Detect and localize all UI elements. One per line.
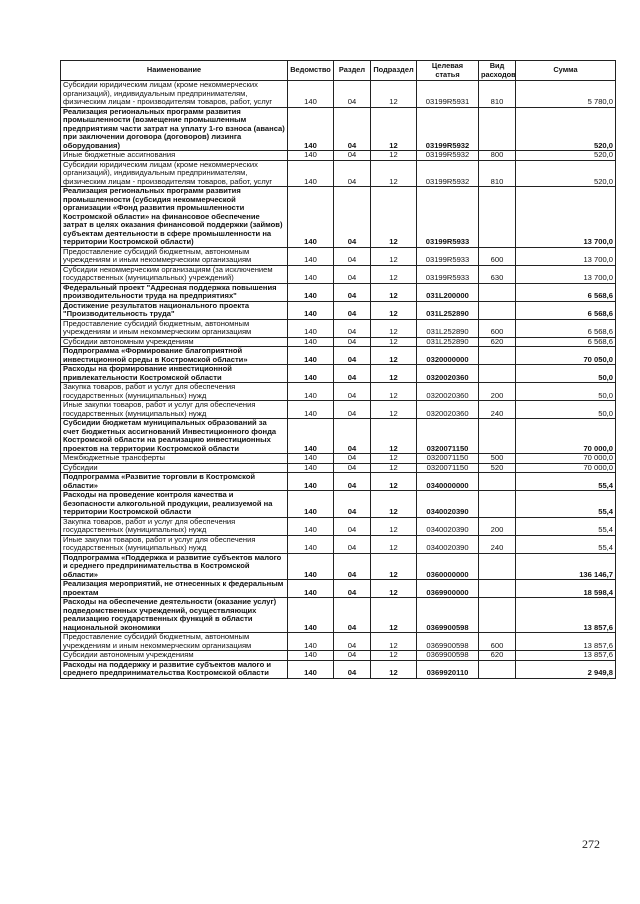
cell-celevaya-statya: 031L252890 xyxy=(417,301,479,319)
cell-name: Расходы на проведение контроля качества и безопасности алкогольной продукции, реализуемой на территории Костромской области xyxy=(61,491,288,518)
cell-vid-raskhodov xyxy=(479,660,516,678)
cell-razdel: 04 xyxy=(334,301,371,319)
cell-vid-raskhodov xyxy=(479,283,516,301)
cell-podrazdel: 12 xyxy=(371,265,417,283)
cell-summa: 55,4 xyxy=(516,517,616,535)
cell-vid-raskhodov xyxy=(479,553,516,580)
cell-celevaya-statya: 0320020360 xyxy=(417,401,479,419)
cell-summa: 55,4 xyxy=(516,491,616,518)
cell-name: Иные бюджетные ассигнования xyxy=(61,151,288,161)
cell-vid-raskhodov xyxy=(479,365,516,383)
cell-celevaya-statya: 0369900598 xyxy=(417,598,479,633)
cell-celevaya-statya: 0320071150 xyxy=(417,419,479,454)
table-row xyxy=(61,265,616,283)
cell-vid-raskhodov xyxy=(479,347,516,365)
cell-celevaya-statya: 03199R5932 xyxy=(417,151,479,161)
cell-vid-raskhodov: 800 xyxy=(479,151,516,161)
cell-summa: 55,4 xyxy=(516,473,616,491)
cell-vid-raskhodov: 240 xyxy=(479,401,516,419)
header-razdel: Раздел xyxy=(334,61,371,81)
cell-vid-raskhodov: 620 xyxy=(479,337,516,347)
table-row xyxy=(61,633,616,651)
cell-vid-raskhodov: 810 xyxy=(479,81,516,108)
cell-vid-raskhodov xyxy=(479,419,516,454)
cell-razdel: 04 xyxy=(334,660,371,678)
cell-vedomstvo: 140 xyxy=(288,651,334,661)
cell-razdel: 04 xyxy=(334,247,371,265)
cell-razdel: 04 xyxy=(334,319,371,337)
cell-summa: 70 000,0 xyxy=(516,463,616,473)
cell-razdel: 04 xyxy=(334,81,371,108)
cell-celevaya-statya: 0320071150 xyxy=(417,463,479,473)
cell-vedomstvo: 140 xyxy=(288,347,334,365)
cell-name: Реализация региональных программ развития промышленности (возмещение промышленным предприятиям части затрат на уплату 1-го взноса (аванса) при заключении договора (договоров) лизинга оборудования) xyxy=(61,107,288,151)
table-row xyxy=(61,347,616,365)
cell-celevaya-statya: 03199R5932 xyxy=(417,107,479,151)
cell-name: Межбюджетные трансферты xyxy=(61,454,288,464)
table-row xyxy=(61,491,616,518)
cell-razdel: 04 xyxy=(334,151,371,161)
cell-vedomstvo: 140 xyxy=(288,383,334,401)
cell-podrazdel: 12 xyxy=(371,187,417,248)
cell-name: Федеральный проект "Адресная поддержка повышения производительности труда на предприятиях" xyxy=(61,283,288,301)
cell-vedomstvo: 140 xyxy=(288,301,334,319)
cell-podrazdel: 12 xyxy=(371,247,417,265)
cell-podrazdel: 12 xyxy=(371,337,417,347)
cell-podrazdel: 12 xyxy=(371,151,417,161)
cell-podrazdel: 12 xyxy=(371,580,417,598)
cell-podrazdel: 12 xyxy=(371,365,417,383)
cell-celevaya-statya: 0369900000 xyxy=(417,580,479,598)
cell-vid-raskhodov xyxy=(479,301,516,319)
cell-vid-raskhodov xyxy=(479,187,516,248)
cell-summa: 50,0 xyxy=(516,383,616,401)
cell-celevaya-statya: 0320000000 xyxy=(417,347,479,365)
cell-name: Подпрограмма «Формирование благоприятной инвестиционной среды в Костромской области» xyxy=(61,347,288,365)
cell-vid-raskhodov: 600 xyxy=(479,633,516,651)
cell-vedomstvo: 140 xyxy=(288,81,334,108)
cell-name: Субсидии автономным учреждениям xyxy=(61,651,288,661)
table-row xyxy=(61,473,616,491)
cell-razdel: 04 xyxy=(334,365,371,383)
cell-razdel: 04 xyxy=(334,491,371,518)
cell-razdel: 04 xyxy=(334,283,371,301)
cell-summa: 13 857,6 xyxy=(516,598,616,633)
cell-celevaya-statya: 0320071150 xyxy=(417,454,479,464)
cell-razdel: 04 xyxy=(334,107,371,151)
cell-podrazdel: 12 xyxy=(371,283,417,301)
cell-podrazdel: 12 xyxy=(371,454,417,464)
cell-razdel: 04 xyxy=(334,553,371,580)
cell-razdel: 04 xyxy=(334,160,371,187)
cell-vedomstvo: 140 xyxy=(288,187,334,248)
cell-razdel: 04 xyxy=(334,187,371,248)
page-number: 272 xyxy=(582,837,600,851)
cell-name: Закупка товаров, работ и услуг для обеспечения государственных (муниципальных) нужд xyxy=(61,383,288,401)
table-row xyxy=(61,580,616,598)
cell-razdel: 04 xyxy=(334,337,371,347)
table-row xyxy=(61,598,616,633)
cell-podrazdel: 12 xyxy=(371,401,417,419)
cell-summa: 5 780,0 xyxy=(516,81,616,108)
cell-vedomstvo: 140 xyxy=(288,463,334,473)
cell-celevaya-statya: 0369900598 xyxy=(417,633,479,651)
table-row xyxy=(61,247,616,265)
header-vid-raskhodov: Вид расходов xyxy=(479,61,516,81)
cell-vedomstvo: 140 xyxy=(288,660,334,678)
cell-name: Предоставление субсидий бюджетным, автономным учреждениям и иным некоммерческим организациям xyxy=(61,319,288,337)
table-row xyxy=(61,319,616,337)
table-row xyxy=(61,81,616,108)
cell-vid-raskhodov xyxy=(479,107,516,151)
cell-podrazdel: 12 xyxy=(371,491,417,518)
table-row xyxy=(61,419,616,454)
cell-name: Подпрограмма «Поддержка и развитие субъектов малого и среднего предпринимательства в Костромской области» xyxy=(61,553,288,580)
cell-name: Расходы на обеспечение деятельности (оказание услуг) подведомственных учреждений, осуществляющих реализацию государственных функций в области национальной экономики xyxy=(61,598,288,633)
cell-celevaya-statya: 03199R5931 xyxy=(417,81,479,108)
cell-name: Иные закупки товаров, работ и услуг для обеспечения государственных (муниципальных) нужд xyxy=(61,535,288,553)
cell-vedomstvo: 140 xyxy=(288,535,334,553)
cell-summa: 13 700,0 xyxy=(516,247,616,265)
cell-name: Реализация региональных программ развития промышленности (субсидия некоммерческой организации «Фонд развития промышленности Костромской области» на финансовое обеспечение затрат в целях оказания финансовой поддержки (займов) субъектам деятельности в сфере промышленности на территории Костромской области) xyxy=(61,187,288,248)
table-row xyxy=(61,517,616,535)
cell-podrazdel: 12 xyxy=(371,419,417,454)
cell-name: Расходы на формирование инвестиционной привлекательности Костромской области xyxy=(61,365,288,383)
cell-celevaya-statya: 0320020360 xyxy=(417,383,479,401)
cell-summa: 13 857,6 xyxy=(516,651,616,661)
cell-vid-raskhodov xyxy=(479,491,516,518)
cell-name: Субсидии юридическим лицам (кроме некоммерческих организаций), индивидуальным предпринимателям, физическим лицам - производителям товаров, работ, услуг xyxy=(61,81,288,108)
header-vedomstvo: Ведомство xyxy=(288,61,334,81)
cell-vid-raskhodov: 630 xyxy=(479,265,516,283)
cell-vid-raskhodov: 620 xyxy=(479,651,516,661)
cell-podrazdel: 12 xyxy=(371,81,417,108)
cell-podrazdel: 12 xyxy=(371,301,417,319)
cell-vid-raskhodov xyxy=(479,473,516,491)
cell-name: Предоставление субсидий бюджетным, автономным учреждениям и иным некоммерческим организациям xyxy=(61,247,288,265)
cell-razdel: 04 xyxy=(334,598,371,633)
document-page xyxy=(60,60,615,679)
cell-summa: 13 700,0 xyxy=(516,265,616,283)
cell-podrazdel: 12 xyxy=(371,319,417,337)
cell-name: Субсидии xyxy=(61,463,288,473)
cell-vedomstvo: 140 xyxy=(288,633,334,651)
table-row xyxy=(61,535,616,553)
cell-vedomstvo: 140 xyxy=(288,491,334,518)
cell-name: Предоставление субсидий бюджетным, автономным учреждениям и иным некоммерческим организациям xyxy=(61,633,288,651)
cell-razdel: 04 xyxy=(334,383,371,401)
cell-name: Закупка товаров, работ и услуг для обеспечения государственных (муниципальных) нужд xyxy=(61,517,288,535)
table-row xyxy=(61,401,616,419)
cell-vedomstvo: 140 xyxy=(288,319,334,337)
cell-summa: 70 000,0 xyxy=(516,419,616,454)
cell-celevaya-statya: 0369920110 xyxy=(417,660,479,678)
cell-celevaya-statya: 03199R5933 xyxy=(417,265,479,283)
cell-name: Субсидии юридическим лицам (кроме некоммерческих организаций), индивидуальным предпринимателям, физическим лицам - производителям товаров, работ, услуг xyxy=(61,160,288,187)
cell-vid-raskhodov: 520 xyxy=(479,463,516,473)
cell-vedomstvo: 140 xyxy=(288,454,334,464)
cell-name: Расходы на поддержку и развитие субъектов малого и среднего предпринимательства Костромской области xyxy=(61,660,288,678)
cell-vedomstvo: 140 xyxy=(288,517,334,535)
cell-vedomstvo: 140 xyxy=(288,337,334,347)
header-celevaya-statya: Целевая статья xyxy=(417,61,479,81)
cell-podrazdel: 12 xyxy=(371,553,417,580)
cell-podrazdel: 12 xyxy=(371,598,417,633)
header-name: Наименование xyxy=(61,61,288,81)
cell-razdel: 04 xyxy=(334,473,371,491)
cell-vid-raskhodov xyxy=(479,580,516,598)
cell-podrazdel: 12 xyxy=(371,473,417,491)
cell-celevaya-statya: 0340020390 xyxy=(417,491,479,518)
cell-name: Достижение результатов национального проекта "Производительность труда" xyxy=(61,301,288,319)
table-row xyxy=(61,160,616,187)
cell-podrazdel: 12 xyxy=(371,383,417,401)
table-row xyxy=(61,651,616,661)
cell-summa: 70 000,0 xyxy=(516,454,616,464)
table-row xyxy=(61,187,616,248)
cell-name: Субсидии бюджетам муниципальных образований за счет бюджетных ассигнований Инвестиционного фонда Костромской области на реализацию инвестиционных проектов на территории Костромской области xyxy=(61,419,288,454)
cell-summa: 6 568,6 xyxy=(516,301,616,319)
cell-vedomstvo: 140 xyxy=(288,401,334,419)
cell-podrazdel: 12 xyxy=(371,535,417,553)
table-row xyxy=(61,283,616,301)
cell-name: Подпрограмма «Развитие торговли в Костромской области» xyxy=(61,473,288,491)
cell-vedomstvo: 140 xyxy=(288,598,334,633)
cell-vedomstvo: 140 xyxy=(288,473,334,491)
cell-summa: 136 146,7 xyxy=(516,553,616,580)
cell-vedomstvo: 140 xyxy=(288,247,334,265)
cell-vid-raskhodov: 600 xyxy=(479,319,516,337)
cell-vid-raskhodov: 200 xyxy=(479,517,516,535)
cell-vedomstvo: 140 xyxy=(288,151,334,161)
cell-summa: 6 568,6 xyxy=(516,319,616,337)
table-row xyxy=(61,107,616,151)
cell-vid-raskhodov: 810 xyxy=(479,160,516,187)
cell-vedomstvo: 140 xyxy=(288,265,334,283)
cell-razdel: 04 xyxy=(334,633,371,651)
cell-podrazdel: 12 xyxy=(371,463,417,473)
cell-podrazdel: 12 xyxy=(371,651,417,661)
cell-razdel: 04 xyxy=(334,535,371,553)
cell-vedomstvo: 140 xyxy=(288,419,334,454)
cell-summa: 13 857,6 xyxy=(516,633,616,651)
cell-summa: 2 949,8 xyxy=(516,660,616,678)
cell-summa: 520,0 xyxy=(516,151,616,161)
cell-celevaya-statya: 0340000000 xyxy=(417,473,479,491)
cell-razdel: 04 xyxy=(334,265,371,283)
cell-summa: 70 050,0 xyxy=(516,347,616,365)
header-summa: Сумма xyxy=(516,61,616,81)
cell-podrazdel: 12 xyxy=(371,633,417,651)
cell-vedomstvo: 140 xyxy=(288,553,334,580)
table-row xyxy=(61,365,616,383)
cell-vedomstvo: 140 xyxy=(288,283,334,301)
cell-podrazdel: 12 xyxy=(371,107,417,151)
cell-summa: 55,4 xyxy=(516,535,616,553)
cell-razdel: 04 xyxy=(334,347,371,365)
budget-table xyxy=(60,60,616,679)
header-podrazdel: Подраздел xyxy=(371,61,417,81)
table-header-row xyxy=(61,61,616,81)
table-row xyxy=(61,383,616,401)
cell-summa: 50,0 xyxy=(516,365,616,383)
table-row xyxy=(61,151,616,161)
cell-vid-raskhodov: 500 xyxy=(479,454,516,464)
cell-razdel: 04 xyxy=(334,463,371,473)
table-row xyxy=(61,301,616,319)
cell-celevaya-statya: 03199R5933 xyxy=(417,187,479,248)
cell-summa: 50,0 xyxy=(516,401,616,419)
cell-vid-raskhodov xyxy=(479,598,516,633)
cell-vid-raskhodov: 240 xyxy=(479,535,516,553)
cell-summa: 13 700,0 xyxy=(516,187,616,248)
table-row xyxy=(61,553,616,580)
cell-celevaya-statya: 0340020390 xyxy=(417,517,479,535)
cell-vid-raskhodov: 200 xyxy=(479,383,516,401)
cell-celevaya-statya: 03199R5932 xyxy=(417,160,479,187)
cell-name: Иные закупки товаров, работ и услуг для обеспечения государственных (муниципальных) нужд xyxy=(61,401,288,419)
cell-name: Субсидии некоммерческим организациям (за исключением государственных (муниципальных) учреждений) xyxy=(61,265,288,283)
cell-podrazdel: 12 xyxy=(371,517,417,535)
cell-vedomstvo: 140 xyxy=(288,365,334,383)
cell-vedomstvo: 140 xyxy=(288,160,334,187)
cell-vedomstvo: 140 xyxy=(288,580,334,598)
cell-razdel: 04 xyxy=(334,401,371,419)
table-body xyxy=(61,81,616,679)
cell-summa: 18 598,4 xyxy=(516,580,616,598)
cell-podrazdel: 12 xyxy=(371,347,417,365)
cell-celevaya-statya: 0360000000 xyxy=(417,553,479,580)
cell-name: Субсидии автономным учреждениям xyxy=(61,337,288,347)
cell-summa: 6 568,6 xyxy=(516,337,616,347)
cell-celevaya-statya: 0320020360 xyxy=(417,365,479,383)
cell-razdel: 04 xyxy=(334,419,371,454)
cell-razdel: 04 xyxy=(334,651,371,661)
table-row xyxy=(61,660,616,678)
cell-celevaya-statya: 031L252890 xyxy=(417,319,479,337)
cell-vid-raskhodov: 600 xyxy=(479,247,516,265)
cell-celevaya-statya: 0369900598 xyxy=(417,651,479,661)
cell-summa: 6 568,6 xyxy=(516,283,616,301)
table-row xyxy=(61,454,616,464)
cell-razdel: 04 xyxy=(334,454,371,464)
cell-celevaya-statya: 03199R5933 xyxy=(417,247,479,265)
cell-razdel: 04 xyxy=(334,580,371,598)
cell-summa: 520,0 xyxy=(516,160,616,187)
cell-celevaya-statya: 031L252890 xyxy=(417,337,479,347)
cell-celevaya-statya: 0340020390 xyxy=(417,535,479,553)
cell-vedomstvo: 140 xyxy=(288,107,334,151)
cell-razdel: 04 xyxy=(334,517,371,535)
cell-name: Реализация мероприятий, не отнесенных к федеральным проектам xyxy=(61,580,288,598)
cell-summa: 520,0 xyxy=(516,107,616,151)
cell-podrazdel: 12 xyxy=(371,160,417,187)
cell-celevaya-statya: 031L200000 xyxy=(417,283,479,301)
cell-podrazdel: 12 xyxy=(371,660,417,678)
